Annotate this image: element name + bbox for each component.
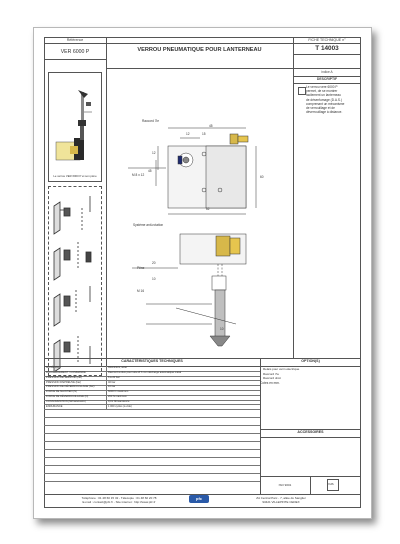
char-label: MATÉRIAUX [46,366,61,370]
contact-line-1: Téléphone : 01 48 60 15 32 - Télécopie : 01 48 60 20 78 [81,495,157,500]
dim-60: 60 [260,175,264,179]
dim-45b: 45 [148,169,152,173]
address-line-2: 93421 VILLEPINTE CEDEX [262,500,300,504]
document-sheet [33,27,372,519]
installation-sequence-illustration [48,186,102,376]
piston-label: Pêne [137,266,145,270]
description-line: déverrouillage à distance. [306,110,343,115]
vds-label: VdS [328,481,334,486]
pfc-logo: pfc [189,495,209,503]
char-label: FORCE DE MAINTIEN (N) [46,390,77,394]
dim-10: 10 [152,277,156,281]
verrou-photo-illustration [48,72,102,182]
systeme-label: Système anti-rotation [133,223,164,227]
reference-value: VER 6000 P [60,49,90,55]
sheet-label: FICHE TECHNIQUE n° [308,37,346,42]
document-title: VERROU PNEUMATIQUE POUR LANTERNEAU [137,47,262,53]
technical-drawing [106,68,293,358]
index-label: indice A [321,69,333,74]
address-line-1: ZA Central Parc - 7, allée du Sanglier [256,495,306,500]
option-item: Relais pour verin électrique [263,367,300,371]
raccord-label: Raccord 7ie [142,119,160,123]
char-value: 1 000 cycles (à vide) [108,404,132,408]
char-value: Raccord à olive pour tube Ø 6 mm décharge automatique métal [108,371,182,374]
dim-12b: 12 [152,151,156,155]
description-line: permet, de se montrer [306,89,338,94]
options-list [263,368,359,380]
characteristics-title: CARACTÉRISTIQUES TECHNIQUES [121,358,183,363]
description-line: de verrouillage et de [306,106,335,111]
cotes-label: Cotes en mm. [260,381,280,385]
char-label: CONSOMMATION (Nl/manœuvre) [46,399,86,403]
options-title: OPTION(S) [301,358,320,363]
char-value: 6 à 20 bar [108,375,120,379]
accessories-title: ACCESSOIRES [297,430,324,434]
dim-20: 20 [152,261,156,265]
checkbox-icon [298,87,306,95]
char-label: FORCE DE DÉVERROUILLAGE (N) [46,395,89,398]
m16-label: M 16 [137,289,145,293]
description-label: DESCRIPTIF [316,77,338,81]
option-item: Raccord droit [263,376,281,380]
dim-12a: 12 [186,132,190,136]
option-item: Raccord 7ie [263,371,280,376]
char-value: 40 bar [108,380,116,384]
char-label: PRESSION DE SERVICE (bar) [46,375,82,379]
description-line: facilement un lanterneau [306,93,341,98]
reference-label: Référence [66,37,84,42]
dim-45: 45 [209,124,213,128]
char-label: PRESSION D'ÉPREUVE (bar) [46,380,82,384]
char-label: RACCORDEMENT / COMMANDE [46,371,86,374]
dim-10b: 10 [220,327,224,331]
mx-label: M 8 x 12 [132,173,145,177]
char-value: 200 N maximum [108,395,127,398]
char-value: 0,01 Nl/manœuvre [108,399,130,403]
contact-line-2: E-mail : contact@pfc.fr - Site internet : http://www.pfc.fr [82,500,156,504]
char-label: ENDURANCE [46,404,63,408]
sheet-number: T 14003 [315,45,339,52]
iso-label: ISO 9001 [278,483,292,487]
left-panel-caption: Le verrou VER 6000 P et son pêne [53,174,97,178]
dim-15a: 15 [202,132,206,136]
char-value: 10 bar [108,385,116,389]
description-line: comprenant un mécanisme [306,101,345,106]
dim-62: 62 [206,207,210,211]
description-line: Le verrou vere 6000 P [306,85,338,89]
char-label: PRESSION DE DÉVERROUILLAGE (bar) [46,385,95,389]
description-line: de désenfumage (D.A.S.) [306,97,342,102]
char-value: 6000 N maximum [108,390,129,394]
char-value: Aluminium, acier [108,366,128,370]
description-block [306,86,360,114]
